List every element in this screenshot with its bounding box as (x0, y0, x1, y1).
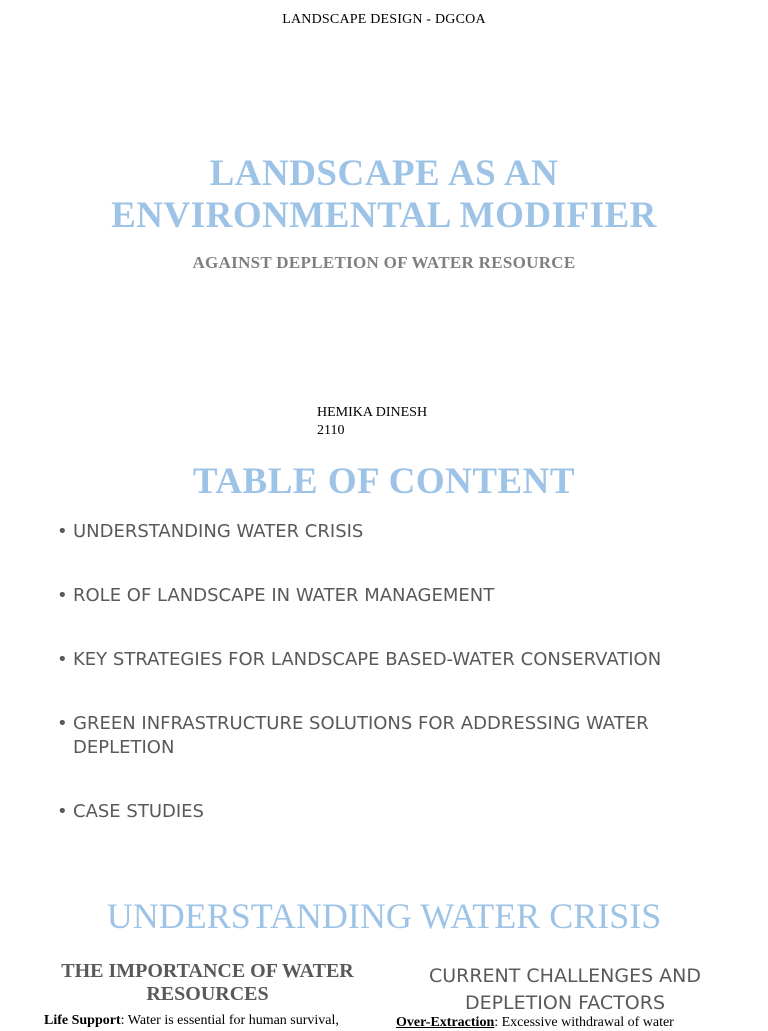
toc-title: TABLE OF CONTENT (192, 461, 576, 502)
challenges-heading-line-1: CURRENT CHALLENGES AND (428, 965, 702, 987)
challenges-body-text: : Excessive withdrawal of water (494, 1015, 674, 1030)
toc-item (57, 712, 697, 760)
section-title: UNDERSTANDING WATER CRISIS (106, 896, 662, 936)
title-line-2: ENVIRONMENTAL MODIFIER (111, 195, 657, 236)
importance-body-term: Life Support (44, 1013, 121, 1028)
bullet-icon: • (57, 585, 68, 606)
challenges-body-term: Over-Extraction (396, 1015, 495, 1030)
bullet-icon: • (57, 801, 68, 822)
toc-item (57, 520, 697, 544)
toc-item (57, 800, 697, 824)
challenges-body (396, 1015, 716, 1031)
importance-body-text: : Water is essential for human survival, (120, 1013, 339, 1028)
importance-body (44, 1013, 374, 1029)
importance-heading (40, 960, 375, 1006)
toc-item-label: CASE STUDIES (73, 801, 204, 822)
toc-item-label: GREEN INFRASTRUCTURE SOLUTIONS FOR ADDRESSING WATER DEPLETION (73, 713, 649, 758)
presentation-subtitle: AGAINST DEPLETION OF WATER RESOURCE (192, 253, 576, 272)
author-block (317, 404, 427, 434)
page-header: LANDSCAPE DESIGN - DGCOA (282, 12, 486, 27)
title-line-1: LANDSCAPE AS AN (209, 153, 559, 194)
toc-item-label: UNDERSTANDING WATER CRISIS (73, 521, 364, 542)
importance-heading-line-2: RESOURCES (146, 983, 269, 1005)
author-id: 2110 (317, 423, 345, 434)
bullet-icon: • (57, 713, 68, 734)
challenges-heading (400, 963, 730, 1017)
author-name: HEMIKA DINESH (317, 405, 428, 420)
presentation-title (0, 153, 768, 237)
toc-item-label: ROLE OF LANDSCAPE IN WATER MANAGEMENT (73, 585, 495, 606)
bullet-icon: • (57, 649, 68, 670)
toc-item (57, 648, 697, 672)
challenges-heading-line-2: DEPLETION FACTORS (464, 992, 666, 1014)
bullet-icon: • (57, 521, 68, 542)
toc-item-label: KEY STRATEGIES FOR LANDSCAPE BASED-WATER CONSERVATION (73, 649, 662, 670)
toc-item (57, 584, 697, 608)
importance-heading-line-1: THE IMPORTANCE OF WATER (61, 960, 354, 982)
